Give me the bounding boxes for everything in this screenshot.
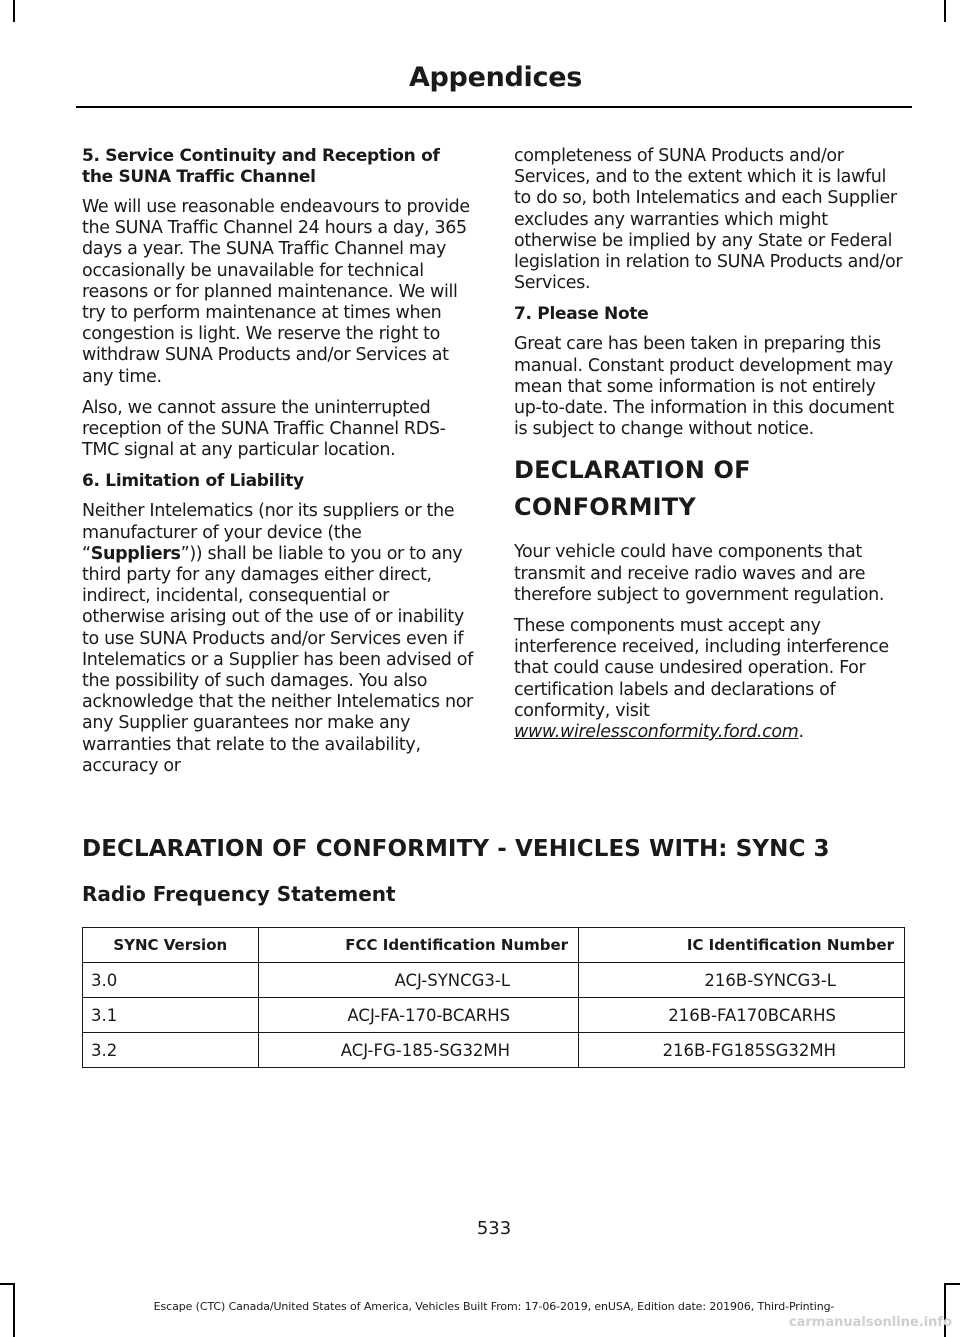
table-row bbox=[83, 998, 905, 1033]
cell-sync-version: 3.0 bbox=[83, 963, 259, 998]
section-7-paragraph: Great care has been taken in preparing this manual. Constant product development may mean that some information is not entirely up-to-date. The information in this document is subject to change without notice. bbox=[514, 334, 894, 440]
header-fcc-id: FCC Identification Number bbox=[258, 928, 579, 963]
suppliers-term: Suppliers bbox=[90, 543, 181, 564]
left-column bbox=[82, 146, 474, 787]
crop-mark-bottom-right-h bbox=[944, 1283, 960, 1285]
right-column bbox=[514, 146, 906, 753]
crop-mark-bottom-left-h bbox=[0, 1283, 15, 1285]
section-7-heading: 7. Please Note bbox=[514, 304, 649, 325]
section-5-paragraph-1: We will use reasonable endeavours to provide the SUNA Traffic Channel 24 hours a day, 365 days a year. The SUNA Traffic Channel may occasionally be unavailable for technical reasons or for planned maintenance. We will try to perform maintenance at times when congestion is light. We reserve the right to withdraw SUNA Products and/or Services at any time. bbox=[82, 197, 470, 387]
sync3-declaration-heading: DECLARATION OF CONFORMITY - VEHICLES WITH: SYNC 3 bbox=[82, 836, 830, 862]
section-6-text-start: Neither Intelematics (nor its suppliers or the manufacturer of your device (the “ bbox=[82, 501, 455, 564]
link-suffix: . bbox=[798, 722, 804, 743]
crop-mark-top-left bbox=[13, 0, 15, 22]
declaration-paragraph-2-text: These components must accept any interference received, including interference that could cause undesired operation. For certification labels and declarations of conformity, visit bbox=[514, 616, 889, 721]
table-row bbox=[83, 1033, 905, 1068]
crop-mark-top-right bbox=[944, 0, 946, 22]
header-rule bbox=[76, 106, 912, 108]
table-header-row bbox=[83, 928, 905, 963]
cell-sync-version: 3.1 bbox=[83, 998, 259, 1033]
radio-frequency-heading: Radio Frequency Statement bbox=[82, 882, 396, 906]
cell-fcc-id: ACJ-SYNCG3-L bbox=[258, 963, 579, 998]
table-row bbox=[83, 963, 905, 998]
cell-ic-id: 216B-FG185SG32MH bbox=[579, 1033, 905, 1068]
section-6-text-end: ”)) shall be liable to you or to any third party for any damages either direct, indirect, incidental, consequential or otherwise arising out of the use of or inability to use SUNA Products and/or Services even if Intelematics or a Supplier has been advised of the possibility of such damages. You also acknowledge that the neither Intelematics nor any Supplier guarantees nor make any warranties that relate to the availability, accuracy or bbox=[82, 543, 473, 776]
section-5-paragraph-2: Also, we cannot assure the uninterrupted reception of the SUNA Traffic Channel RDS-TMC signal at any particular location. bbox=[82, 397, 446, 461]
cell-sync-version: 3.2 bbox=[83, 1033, 259, 1068]
declaration-heading-line-1: DECLARATION OF bbox=[514, 456, 751, 485]
cell-fcc-id: ACJ-FA-170-BCARHS bbox=[258, 998, 579, 1033]
edition-footer: Escape (CTC) Canada/United States of America, Vehicles Built From: 17-06-2019, enUSA, Edition date: 201906, Third-Printing- bbox=[153, 1300, 835, 1313]
declaration-heading-line-2: CONFORMITY bbox=[514, 493, 696, 522]
section-6-continuation: completeness of SUNA Products and/or Services, and to the extent which it is lawful to do so, both Intelematics and each Supplier excludes any warranties which might otherwise be implied by any State or Federal legislation in relation to SUNA Products and/or Services. bbox=[514, 146, 903, 294]
header-sync-version: SYNC Version bbox=[83, 928, 259, 963]
header-ic-id: IC Identification Number bbox=[579, 928, 905, 963]
page-title: Appendices bbox=[408, 62, 582, 93]
section-6-paragraph bbox=[82, 501, 474, 777]
wireless-conformity-link[interactable]: www.wirelessconformity.ford.com bbox=[514, 722, 799, 743]
section-6-heading: 6. Limitation of Liability bbox=[82, 471, 304, 492]
cell-fcc-id: ACJ-FG-185-SG32MH bbox=[258, 1033, 579, 1068]
radio-frequency-table bbox=[82, 927, 905, 1068]
watermark: carmanualsonline.info bbox=[788, 1315, 952, 1330]
cell-ic-id: 216B-SYNCG3-L bbox=[579, 963, 905, 998]
declaration-paragraph-2 bbox=[514, 616, 906, 743]
page-number: 533 bbox=[476, 1218, 512, 1239]
section-5-heading: 5. Service Continuity and Reception of the SUNA Traffic Channel bbox=[82, 146, 440, 187]
cell-ic-id: 216B-FA170BCARHS bbox=[579, 998, 905, 1033]
declaration-heading bbox=[514, 456, 906, 522]
declaration-paragraph-1: Your vehicle could have components that transmit and receive radio waves and are therefore subject to government regulation. bbox=[514, 542, 885, 605]
